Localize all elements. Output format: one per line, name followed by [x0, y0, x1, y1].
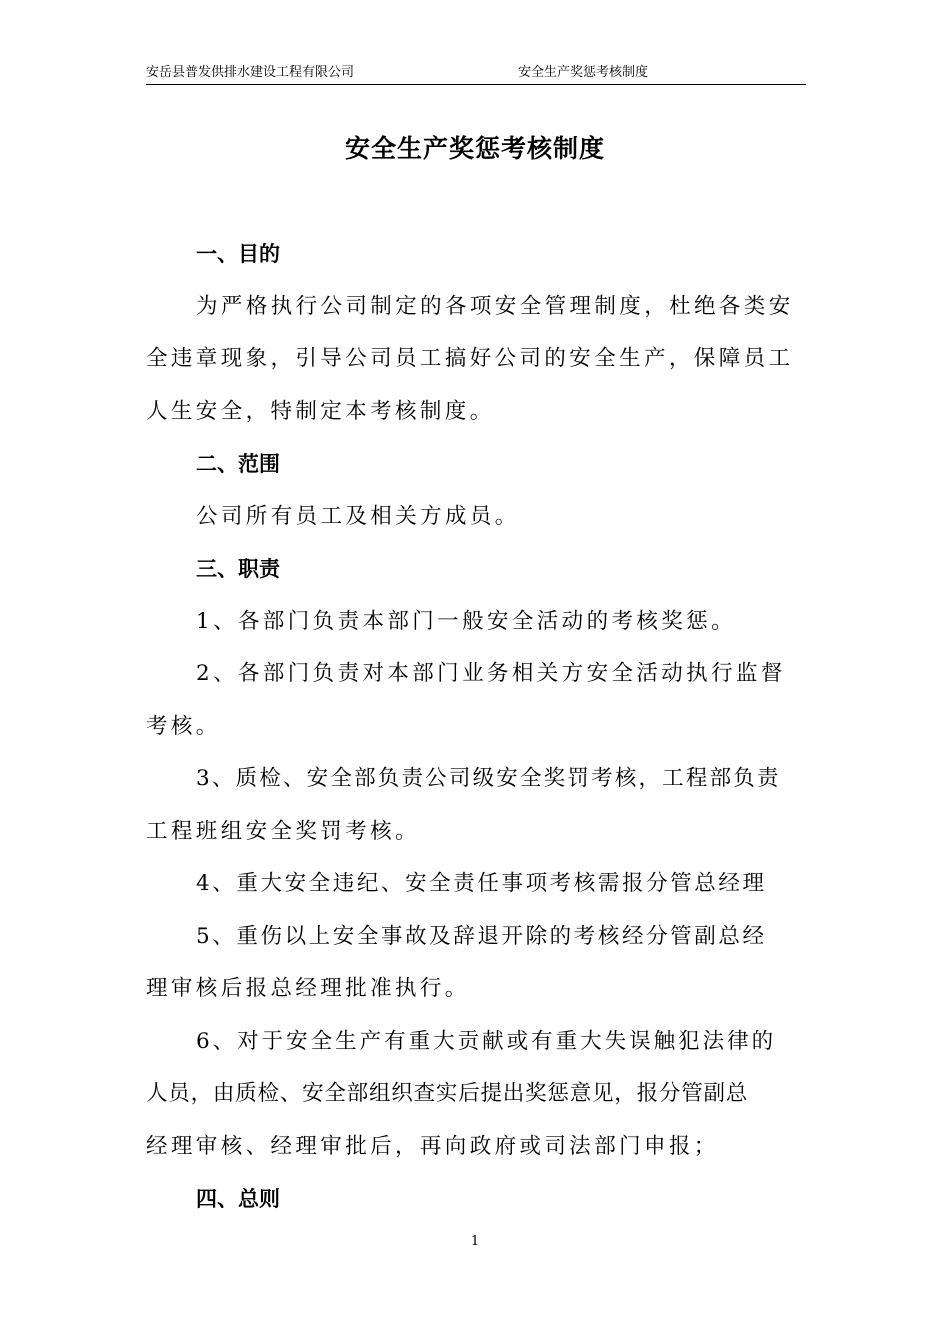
paragraph-line: 工程班组安全奖罚考核。 — [146, 818, 420, 844]
paragraph-line: 人生安全，特制定本考核制度。 — [146, 398, 495, 424]
paragraph-line: 公司所有员工及相关方成员。 — [196, 503, 520, 529]
paragraph-line: 考核。 — [146, 713, 221, 739]
section-heading-duties: 三、职责 — [196, 557, 280, 581]
paragraph-line: 1、各部门负责本部门一般安全活动的考核奖惩。 — [196, 608, 736, 634]
document-body — [146, 228, 806, 1226]
header-company-name: 安岳县普发供排水建设工程有限公司 — [146, 65, 355, 80]
paragraph-line: 为严格执行公司制定的各项安全管理制度，杜绝各类安 — [196, 293, 794, 319]
paragraph-line: 全违章现象，引导公司员工搞好公司的安全生产，保障员工 — [146, 346, 794, 371]
header-document-name: 安全生产奖惩考核制度 — [518, 65, 649, 80]
page-number: 1 — [470, 1234, 480, 1249]
section-heading-scope: 二、范围 — [196, 452, 280, 476]
paragraph-line: 人员，由质检、安全部组织查实后提出奖惩意见，报分管副总 — [146, 1081, 749, 1106]
paragraph-line: 理审核后报总经理批准执行。 — [146, 976, 470, 1001]
paragraph-line: 2、各部门负责对本部门业务相关方安全活动执行监督 — [196, 661, 786, 686]
section-heading-general: 四、总则 — [196, 1187, 280, 1211]
section-heading-purpose: 一、目的 — [196, 242, 280, 266]
paragraph-line: 经理审核、经理审批后，再向政府或司法部门申报； — [146, 1133, 719, 1159]
page-header — [146, 64, 806, 85]
paragraph-line: 6、对于安全生产有重大贡献或有重大失误触犯法律的 — [196, 1028, 777, 1054]
paragraph-line: 5、重伤以上安全事故及辞退开除的考核经分管副总经 — [196, 923, 767, 949]
document-title: 安全生产奖惩考核制度 — [344, 134, 605, 163]
paragraph-line: 3、质检、安全部负责公司级安全奖罚考核，工程部负责 — [196, 766, 781, 791]
paragraph-line: 4、重大安全违纪、安全责任事项考核需报分管总经理 — [196, 871, 767, 896]
